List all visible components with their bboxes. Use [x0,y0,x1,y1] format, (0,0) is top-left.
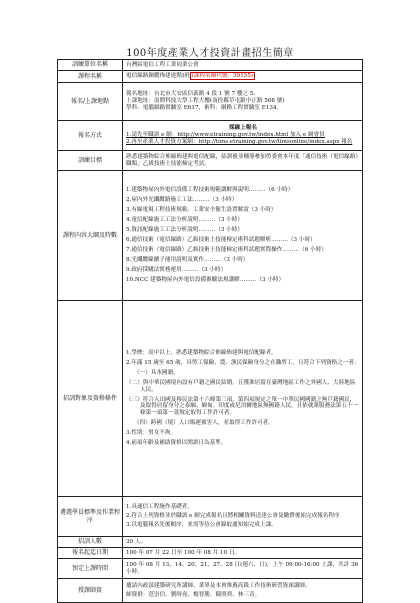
content-item: 2.屋內外光纖纜路施工工法………（3 小時） [126,197,238,204]
value-signup [123,121,363,151]
value-course [123,71,363,83]
course-code: (課程名稱代號：39155) [191,73,254,79]
goal-text: 熟悉建築物綜合佈線佈建與電信配線，結訓後並輔導參加勞委會本年度「通信技術（電信線路）職類」乙級技術士技能檢定考試。 [126,153,359,167]
value-quota: 30 人。 [123,537,363,548]
row-unit [58,60,363,71]
course-info-table [57,59,363,603]
content-item: 9.政府採購法實務運用………（3 小時） [126,266,227,273]
value-unit: 台灣區電信工程工業同業公會 [123,60,363,71]
row-quota [58,537,363,548]
label-selection: 遴選學員標準及作業程序 [58,497,123,537]
row-schedule [58,559,363,579]
eligibility-line: （四）跨國（境）人口販運被害人，並取得工作許可者。 [134,420,274,427]
row-signup [58,121,363,151]
label-deadline: 報名起迄日期 [58,548,123,559]
label-course: 課程名稱 [58,71,123,83]
course-name: 電信線路銅纜佈建進階Ⅰ班 [126,73,190,79]
selection-line: 1.具通信工程施作基礎者。 [126,504,193,511]
schedule-text: 100 年 08 月 13、14、20、21、27、28 日(週六、日)，上午 09:00-16:00 上課，共計 36 小時。 [126,561,359,575]
signup-heading: 採線上報名 [229,125,257,132]
label-schedule: 預定上課時間 [58,559,123,579]
label-quota: 招訓人數 [58,537,123,548]
eligibility-line: （一）具本國籍。 [134,369,179,376]
row-eligibility [58,301,363,497]
content-item: 8.光纖纜線續子運用說明及實作………（3 小時） [126,256,249,263]
signup-link-etraining[interactable]: 1.請先至職訓 e 網：http://www.etraining.gov.tw/index.html 加入 e 網會員 [126,132,325,138]
label-signup: 報名方式 [58,121,123,151]
content-item: 10.NCC 建築物屋內外電信設備審驗法規講解………（3 小時） [126,276,285,283]
row-teachers [58,579,363,603]
address-line: 學科：電腦網路實驗室 E617，術科：網路工程實驗室 E134。 [126,104,283,111]
label-unit: 訓練單位名稱 [58,60,123,71]
row-content [58,171,363,301]
content-item: 5.資訊配線施工工法分析說明………（3 小時） [126,227,243,234]
content-item: 7.通信技術（電信線路）乙級技術士技能檢定術科試題實際操作………（6 小時） [126,246,327,253]
row-selection [58,497,363,537]
label-address: 報名/上課地點 [58,83,123,121]
label-goal: 訓練目標 [58,151,123,171]
teachers-line: 師資群：范崇信、劉時堯、楊智勝、陳照舜、林三奇。 [126,591,261,598]
eligibility-line: （二）與中華民國境內設有戶籍之國民結婚，且獲准居留在臺灣地區工作之外國人、大陸地區人民。 [126,379,356,393]
row-address [58,83,363,121]
value-schedule [123,559,363,579]
value-goal [123,151,363,171]
eligibility-line: 1.學歷：高中以上，熟悉建築物綜合佈線佈建與電信配線者。 [126,349,277,356]
content-item: 6.通信技術（電信線路）乙級技術士技能檢定術科試題解析………（3 小時） [126,237,316,243]
row-course [58,71,363,83]
signup-link-tims[interactable]: 2.再至產業人才投資方案網：http://tims.etraining.gov.tw/timsonline/index.aspx 報名 [126,138,353,145]
teachers-line: 邀請內政部建築研究所講師、業界及本會推薦高級工作技術研習資深講師。 [126,582,311,589]
page-title: 100年度產業人才投資計畫招生簡章 [126,48,294,59]
address-line: 上課地址：南開科技大學工程大樓(南投縣草屯鎮中正路 568 號) [126,98,285,104]
row-goal [58,151,363,171]
value-eligibility [123,301,363,497]
value-deadline: 100 年 07 月 22 日至 100 年 08 月 10 日。 [123,548,363,559]
label-teachers: 授課師資 [58,579,123,603]
value-content [123,171,363,301]
label-eligibility: 招訓對象及資格條件 [58,301,123,497]
content-item: 3.有線電視工程技術規範、工業安全衛生設置解說（3 小時） [126,207,277,214]
value-teachers [123,579,363,603]
eligibility-line: （三）符合入出國及移民法第十六條第三項、第四項規定之單一中華民國國籍之無戶籍國民，及取得居留身分之泰緬、緬甸、印度或尼泊爾地區無國籍人民，且依就業服務法第五十一條第一項第一款規定取得工作許可者。 [126,396,359,417]
selection-line: 2.符合上列資格並於職訓 e 網完成報名且將相關資料送達公會及繳費後始完成報名程序 [126,513,340,519]
address-line: 報名地址：台北市大安區信義路 4 段 1 號 7 樓之 5. [126,91,256,98]
content-item: 4.電信配線施工工法分析說明………（3 小時） [126,217,243,224]
eligibility-line: 3.性別：男女不拘。 [126,430,177,437]
label-content: 課程內容大綱及時數 [58,171,123,301]
eligibility-line: 2.年滿 15 歲至 65 歲，具勞工保險、農、漁民保險身分之在職勞工，且符合下列資格之一者： [126,359,360,366]
value-selection [123,497,363,537]
row-deadline [58,548,363,559]
eligibility-line: 4.前項年齡及補助資格以開訓日為基準。 [126,440,227,447]
value-address [123,83,363,121]
content-item: 1.建築物屋內外電信設備工程技術規範講解與說明………（6 小時） [126,187,294,194]
selection-line: 3.以電腦報名先後順序，並需等待公會錄取通知始完成上課。 [126,521,277,528]
